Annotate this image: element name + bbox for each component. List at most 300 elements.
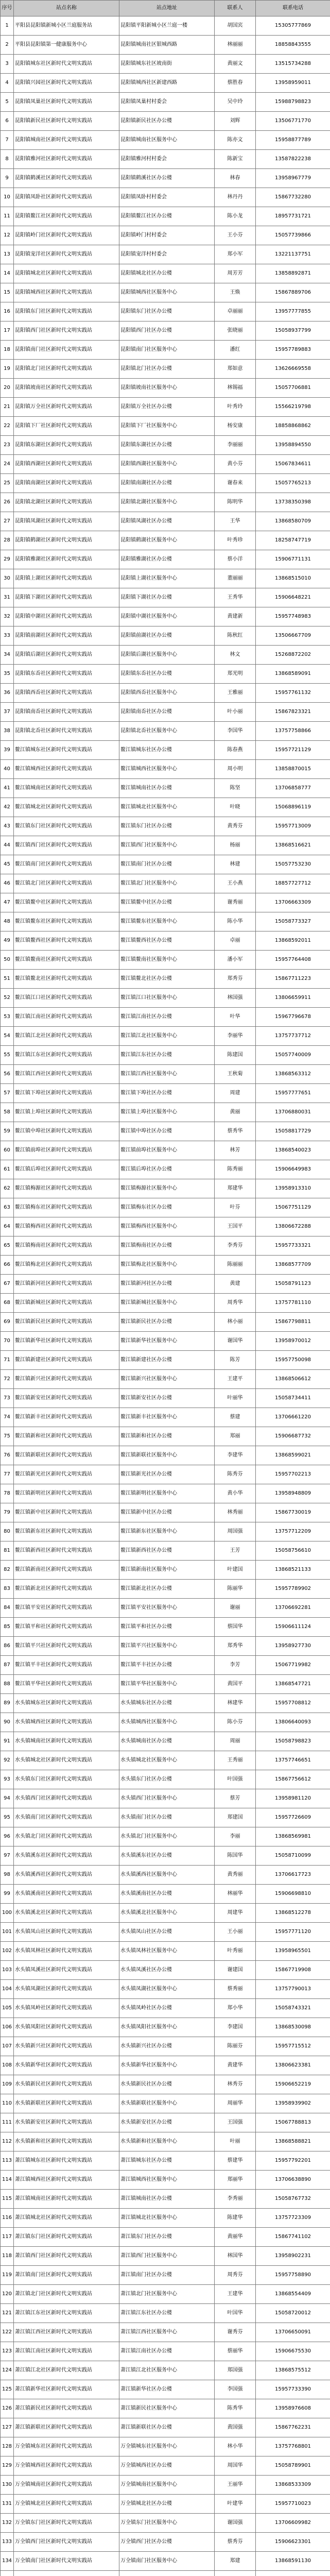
cell-site-address: 萧江镇江北社区服务中心 bbox=[119, 2361, 215, 2380]
cell-contact-phone: 13757723309 bbox=[256, 2209, 330, 2228]
cell-contact-phone: 15957733390 bbox=[256, 2380, 330, 2399]
cell-contact-person: 黄秀丽 bbox=[215, 1866, 256, 1885]
table-row bbox=[1, 436, 330, 455]
column-header-site-name: 站点名称 bbox=[14, 1, 119, 16]
cell-contact-person: 王秀丽 bbox=[215, 1751, 256, 1770]
cell-index: 92 bbox=[1, 1751, 14, 1770]
cell-contact-person: 陈芳 bbox=[215, 1351, 256, 1370]
cell-site-address: 水头镇凤岭社区办公楼 bbox=[119, 1999, 215, 2018]
table-row bbox=[1, 931, 330, 951]
cell-site-address: 鳌江镇梅南社区办公楼 bbox=[119, 1236, 215, 1256]
cell-site-name: 鳌江镇平兴社区新时代文明实践站 bbox=[14, 1637, 119, 1656]
cell-contact-person: 陈丽华 bbox=[215, 1580, 256, 1599]
cell-index: 60 bbox=[1, 1141, 14, 1160]
cell-contact-person: 王建平 bbox=[215, 1370, 256, 1389]
table-row bbox=[1, 1179, 330, 1198]
cell-index: 106 bbox=[1, 2018, 14, 2037]
cell-index: 107 bbox=[1, 2037, 14, 2056]
cell-site-name: 鳌江镇新南社区新时代文明实践站 bbox=[14, 1561, 119, 1580]
cell-site-address: 昆阳镇北门社区办公楼 bbox=[119, 360, 215, 379]
cell-contact-person: 陈建国 bbox=[215, 1046, 256, 1065]
cell-site-address: 水头镇溪东社区办公楼 bbox=[119, 1846, 215, 1866]
table-body bbox=[1, 16, 330, 2576]
cell-site-name: 昆阳镇南湖社区新时代文明实践站 bbox=[14, 474, 119, 493]
cell-site-address: 鳌江镇江南社区办公楼 bbox=[119, 1008, 215, 1027]
cell-contact-phone: 13506771770 bbox=[256, 112, 330, 131]
cell-site-address: 昆阳镇宠洋村村委会 bbox=[119, 245, 215, 264]
cell-index: 59 bbox=[1, 1122, 14, 1141]
cell-site-name: 昆阳镇凤卧社区新时代文明实践站 bbox=[14, 188, 119, 207]
cell-index: 131 bbox=[1, 2495, 14, 2514]
cell-index: 114 bbox=[1, 2171, 14, 2190]
cell-site-address: 昆阳镇上湖社区服务中心 bbox=[119, 569, 215, 588]
cell-index: 130 bbox=[1, 2476, 14, 2495]
cell-contact-phone: 15957726609 bbox=[256, 1808, 330, 1827]
cell-index: 121 bbox=[1, 2304, 14, 2323]
cell-contact-phone: 15957761132 bbox=[256, 684, 330, 703]
cell-index: 89 bbox=[1, 1694, 14, 1713]
table-row bbox=[1, 1141, 330, 1160]
cell-contact-phone: 13868589091 bbox=[256, 665, 330, 684]
cell-index: 41 bbox=[1, 779, 14, 798]
cell-index: 15 bbox=[1, 283, 14, 302]
cell-contact-phone: 13868554409 bbox=[256, 2285, 330, 2304]
table-row bbox=[1, 779, 330, 798]
cell-site-name: 鳌江镇梅北社区新时代文明实践站 bbox=[14, 1256, 119, 1275]
cell-site-address: 昆阳镇东门社区办公楼 bbox=[119, 302, 215, 321]
cell-contact-person: 潘小军 bbox=[215, 951, 256, 970]
cell-contact-person: 王建华 bbox=[215, 2285, 256, 2304]
cell-site-address: 鳌江镇江北社区服务中心 bbox=[119, 1027, 215, 1046]
table-row bbox=[1, 474, 330, 493]
cell-site-name: 昆阳镇凤巢社区新时代文明实践站 bbox=[14, 93, 119, 112]
cell-site-name: 鳌江镇江东社区新时代文明实践站 bbox=[14, 1046, 119, 1065]
cell-index: 46 bbox=[1, 874, 14, 893]
cell-index: 47 bbox=[1, 893, 14, 912]
cell-site-name: 万全镇城西社区新时代文明实践站 bbox=[14, 2456, 119, 2476]
table-row bbox=[1, 2285, 330, 2304]
cell-contact-person: 周国华 bbox=[215, 2456, 256, 2476]
cell-index: 83 bbox=[1, 1580, 14, 1599]
cell-index: 13 bbox=[1, 245, 14, 264]
cell-contact-phone: 15957702213 bbox=[256, 1465, 330, 1484]
cell-site-address: 鳌江镇下埠社区办公楼 bbox=[119, 1084, 215, 1103]
cell-contact-person: 林秀丽 bbox=[215, 1503, 256, 1522]
cell-index: 97 bbox=[1, 1846, 14, 1866]
table-row bbox=[1, 1503, 330, 1522]
cell-site-name: 水头镇城东社区新时代文明实践站 bbox=[14, 1694, 119, 1713]
cell-site-name: 鳌江镇新和社区新时代文明实践站 bbox=[14, 1427, 119, 1446]
cell-site-address: 昆阳镇南湖社区办公楼 bbox=[119, 474, 215, 493]
cell-site-address: 水头镇溪西社区服务中心 bbox=[119, 1866, 215, 1885]
table-row bbox=[1, 1999, 330, 2018]
cell-site-address: 水头镇凤林社区服务中心 bbox=[119, 1942, 215, 1961]
table-row bbox=[1, 245, 330, 264]
table-row bbox=[1, 1446, 330, 1465]
table-row bbox=[1, 2514, 330, 2533]
cell-site-address: 萧江镇城南社区办公楼 bbox=[119, 2190, 215, 2209]
table-row bbox=[1, 2533, 330, 2552]
cell-site-name: 昆阳镇西门社区新时代文明实践站 bbox=[14, 321, 119, 341]
cell-contact-phone: 15058767732 bbox=[256, 2190, 330, 2209]
cell-contact-phone: 15957764408 bbox=[256, 951, 330, 970]
cell-site-address: 水头镇城西社区服务中心 bbox=[119, 1713, 215, 1732]
cell-contact-person: 陈秋红 bbox=[215, 626, 256, 646]
cell-site-name: 鳌江镇西门社区新时代文明实践站 bbox=[14, 836, 119, 855]
cell-site-name: 昆阳镇城东社区新时代文明实践站 bbox=[14, 55, 119, 74]
table-row bbox=[1, 1046, 330, 1065]
table-row bbox=[1, 2323, 330, 2342]
table-row bbox=[1, 1160, 330, 1179]
cell-contact-phone: 15957748983 bbox=[256, 607, 330, 626]
table-row bbox=[1, 1389, 330, 1408]
cell-contact-phone: 15067751129 bbox=[256, 1198, 330, 1217]
cell-site-address: 鳌江镇鳌中社区办公楼 bbox=[119, 893, 215, 912]
cell-contact-person: 蔡小洋 bbox=[215, 550, 256, 569]
table-row bbox=[1, 1656, 330, 1675]
cell-contact-phone: 13706609982 bbox=[256, 2514, 330, 2533]
cell-contact-person: 谢秀丽 bbox=[215, 893, 256, 912]
cell-contact-phone: 15566219798 bbox=[256, 398, 330, 417]
cell-site-name: 鳌江镇梅西社区新时代文明实践站 bbox=[14, 1217, 119, 1236]
table-row bbox=[1, 1351, 330, 1370]
cell-contact-person: 林丹丹 bbox=[215, 188, 256, 207]
cell-index: 69 bbox=[1, 1313, 14, 1332]
table-row bbox=[1, 646, 330, 665]
table-row bbox=[1, 321, 330, 341]
cell-site-name: 平阳县昆阳镇第一健康服务中心 bbox=[14, 36, 119, 55]
cell-contact-person: 林建华 bbox=[215, 1694, 256, 1713]
cell-contact-phone: 15305777869 bbox=[256, 16, 330, 36]
cell-contact-phone: 13587822238 bbox=[256, 150, 330, 169]
cell-index: 126 bbox=[1, 2399, 14, 2418]
cell-contact-phone: 15906687732 bbox=[256, 1427, 330, 1446]
cell-contact-phone: 15057706881 bbox=[256, 379, 330, 398]
cell-contact-person: 陈秀芬 bbox=[215, 1465, 256, 1484]
cell-site-name: 鳌江镇平安社区新时代文明实践站 bbox=[14, 1599, 119, 1618]
cell-contact-person: 陈秀华 bbox=[215, 2399, 256, 2418]
cell-site-name: 萧江镇新民社区新时代文明实践站 bbox=[14, 2399, 119, 2418]
table-row bbox=[1, 1561, 330, 1580]
cell-site-address: 昆阳镇岭门村村委会 bbox=[119, 226, 215, 245]
cell-contact-person: 王秋菊 bbox=[215, 1065, 256, 1084]
cell-contact-person: 谢国华 bbox=[215, 1332, 256, 1351]
cell-site-name: 鳌江镇后埠社区新时代文明实践站 bbox=[14, 1160, 119, 1179]
cell-index: 103 bbox=[1, 1961, 14, 1980]
cell-site-address: 水头镇凤阳社区服务中心 bbox=[119, 2018, 215, 2037]
cell-contact-phone: 13858892871 bbox=[256, 264, 330, 283]
cell-contact-phone: 13958948809 bbox=[256, 1484, 330, 1503]
table-row bbox=[1, 874, 330, 893]
cell-site-name: 昆阳镇东岙社区新时代文明实践站 bbox=[14, 665, 119, 684]
cell-index: 58 bbox=[1, 1103, 14, 1122]
cell-index: 124 bbox=[1, 2361, 14, 2380]
cell-site-address: 鳌江镇平和社区办公楼 bbox=[119, 1618, 215, 1637]
cell-site-name: 鳌江镇梅南社区新时代文明实践站 bbox=[14, 1236, 119, 1256]
cell-site-name: 鳌江镇新安社区新时代文明实践站 bbox=[14, 1389, 119, 1408]
cell-index: 91 bbox=[1, 1732, 14, 1751]
cell-contact-phone: 15268872202 bbox=[256, 646, 330, 665]
cell-contact-phone: 13706617723 bbox=[256, 1866, 330, 1885]
cell-site-name: 昆阳镇城南社区新时代文明实践站 bbox=[14, 131, 119, 150]
cell-index: 36 bbox=[1, 684, 14, 703]
cell-site-address: 昆阳镇南门社区服务中心 bbox=[119, 341, 215, 360]
cell-contact-person: 叶小丽 bbox=[215, 703, 256, 722]
cell-index: 64 bbox=[1, 1217, 14, 1236]
cell-index: 112 bbox=[1, 2132, 14, 2151]
cell-index: 105 bbox=[1, 1999, 14, 2018]
table-row bbox=[1, 1827, 330, 1846]
cell-index: 99 bbox=[1, 1885, 14, 1904]
cell-index: 77 bbox=[1, 1465, 14, 1484]
cell-site-address: 萧江镇城西社区服务中心 bbox=[119, 2171, 215, 2190]
cell-contact-person: 陈秀丽 bbox=[215, 1160, 256, 1179]
cell-site-address: 水头镇新安社区办公楼 bbox=[119, 2113, 215, 2132]
cell-contact-person: 黄小华 bbox=[215, 1484, 256, 1503]
cell-contact-phone: 13958927730 bbox=[256, 1637, 330, 1656]
cell-contact-phone: 13868530098 bbox=[256, 2018, 330, 2037]
cell-contact-person: 张晓丽 bbox=[215, 321, 256, 341]
cell-site-name: 鳌江镇新光社区新时代文明实践站 bbox=[14, 1465, 119, 1484]
cell-contact-person: 陈国华 bbox=[215, 1846, 256, 1866]
cell-index: 26 bbox=[1, 493, 14, 512]
table-row bbox=[1, 836, 330, 855]
cell-contact-person: 李国强 bbox=[215, 2380, 256, 2399]
cell-contact-phone: 13868547721 bbox=[256, 1675, 330, 1694]
cell-site-name: 水头镇北门社区新时代文明实践站 bbox=[14, 1827, 119, 1846]
cell-site-address: 鳌江镇新建社区办公楼 bbox=[119, 1351, 215, 1370]
cell-index: 32 bbox=[1, 607, 14, 626]
cell-site-address: 昆阳镇凤湖社区办公楼 bbox=[119, 512, 215, 531]
cell-contact-phone: 13958976608 bbox=[256, 2399, 330, 2418]
cell-contact-phone: 15867889706 bbox=[256, 283, 330, 302]
cell-contact-phone: 13958967779 bbox=[256, 169, 330, 188]
cell-index: 66 bbox=[1, 1256, 14, 1275]
cell-site-name: 鳌江镇新建社区新时代文明实践站 bbox=[14, 1351, 119, 1370]
cell-site-address: 鳌江镇新明社区服务中心 bbox=[119, 1484, 215, 1503]
cell-site-address: 昆阳镇城南社区服务中心 bbox=[119, 131, 215, 150]
cell-contact-person: 蔡国华 bbox=[215, 1618, 256, 1637]
cell-contact-person: 吴中玲 bbox=[215, 93, 256, 112]
cell-site-address: 昆阳镇新民社区办公楼 bbox=[119, 112, 215, 131]
cell-site-address: 昆阳镇城西社区新建西路 bbox=[119, 74, 215, 93]
cell-site-address: 鳌江镇新东社区服务中心 bbox=[119, 1522, 215, 1541]
cell-index bbox=[1, 2571, 14, 2576]
table-row bbox=[1, 703, 330, 722]
cell-contact-person: 王小芬 bbox=[215, 226, 256, 245]
cell-site-address: 萧江镇西门社区服务中心 bbox=[119, 2247, 215, 2266]
cell-site-name: 鳌江镇东门社区新时代文明实践站 bbox=[14, 817, 119, 836]
cell-contact-person: 周建华 bbox=[215, 1904, 256, 1923]
cell-contact-person: 李丽华 bbox=[215, 1027, 256, 1046]
cell-contact-person: 王小燕 bbox=[215, 874, 256, 893]
cell-site-name: 萧江镇江北社区新时代文明实践站 bbox=[14, 2361, 119, 2380]
cell-index: 68 bbox=[1, 1294, 14, 1313]
cell-site-address: 昆阳镇鹤溪社区办公楼 bbox=[119, 169, 215, 188]
table-row bbox=[1, 1522, 330, 1541]
table-row bbox=[1, 493, 330, 512]
cell-site-address: 鳌江镇西门社区服务中心 bbox=[119, 836, 215, 855]
cell-contact-person: 李国华 bbox=[215, 722, 256, 741]
cell-site-address: 鳌江镇新和社区办公楼 bbox=[119, 1427, 215, 1446]
cell-site-address: 鳌江镇平丰社区办公楼 bbox=[119, 1656, 215, 1675]
cell-contact-phone: 13868575512 bbox=[256, 2361, 330, 2380]
cell-contact-person: 卓丽丽 bbox=[215, 302, 256, 321]
table-row bbox=[1, 1675, 330, 1694]
cell-site-address: 鳌江镇平华社区服务中心 bbox=[119, 1675, 215, 1694]
cell-index: 109 bbox=[1, 2075, 14, 2094]
cell-site-address: 萧江镇新华社区办公楼 bbox=[119, 2380, 215, 2399]
cell-site-address: 鳌江镇鳌东社区服务中心 bbox=[119, 912, 215, 931]
table-row bbox=[1, 1103, 330, 1122]
cell-contact-phone: 15067834611 bbox=[256, 455, 330, 474]
cell-index: 125 bbox=[1, 2380, 14, 2399]
cell-contact-person: 郑如意 bbox=[215, 360, 256, 379]
cell-contact-phone: 15058720012 bbox=[256, 2304, 330, 2323]
cell-site-address: 水头镇新华社区服务中心 bbox=[119, 2056, 215, 2075]
cell-contact-person: 周秀芬 bbox=[215, 2266, 256, 2285]
cell-site-name: 萧江镇江西社区新时代文明实践站 bbox=[14, 2323, 119, 2342]
cell-contact-person: 林芳 bbox=[215, 1141, 256, 1160]
cell-contact-person: 叶丽 bbox=[215, 2132, 256, 2151]
cell-contact-person: 林丽华 bbox=[215, 1885, 256, 1904]
cell-contact-phone: 13757768801 bbox=[256, 2437, 330, 2456]
table-row bbox=[1, 912, 330, 931]
cell-site-address: 昆阳镇下厂社区服务中心 bbox=[119, 417, 215, 436]
cell-contact-person: 杨丽 bbox=[215, 836, 256, 855]
cell-site-name: 万全镇西门社区新时代文明实践站 bbox=[14, 2533, 119, 2552]
cell-contact-phone: 15957792201 bbox=[256, 2151, 330, 2171]
cell-site-name: 昆阳镇北门社区新时代文明实践站 bbox=[14, 360, 119, 379]
cell-contact-phone: 15957708812 bbox=[256, 1694, 330, 1713]
table-row bbox=[1, 283, 330, 302]
cell-site-name: 昆阳镇后湖社区新时代文明实践站 bbox=[14, 646, 119, 665]
table-row bbox=[1, 607, 330, 626]
cell-contact-person: 谢国强 bbox=[215, 2514, 256, 2533]
table-row bbox=[1, 2342, 330, 2361]
cell-site-name: 万全镇城南社区新时代文明实践站 bbox=[14, 2476, 119, 2495]
cell-site-address: 昆阳镇城西社区服务中心 bbox=[119, 283, 215, 302]
cell-site-name: 鳌江镇梅东社区新时代文明实践站 bbox=[14, 1198, 119, 1217]
cell-contact-phone: 13958959011 bbox=[256, 74, 330, 93]
cell-site-address: 万全镇城东社区服务中心 bbox=[119, 2437, 215, 2456]
cell-index: 29 bbox=[1, 550, 14, 569]
cell-site-name: 萧江镇江南社区新时代文明实践站 bbox=[14, 2342, 119, 2361]
cell-site-address: 鳌江镇梅源社区服务中心 bbox=[119, 1179, 215, 1198]
cell-index: 34 bbox=[1, 646, 14, 665]
cell-site-address: 昆阳镇中湖社区服务中心 bbox=[119, 607, 215, 626]
cell-contact-person: 郑国强 bbox=[215, 2361, 256, 2380]
table-row bbox=[1, 112, 330, 131]
cell-site-address: 萧江镇城北社区服务中心 bbox=[119, 2209, 215, 2228]
cell-contact-phone: 15957733321 bbox=[256, 1236, 330, 1256]
cell-contact-person: 周小明 bbox=[215, 760, 256, 779]
cell-index: 50 bbox=[1, 951, 14, 970]
cell-site-address: 昆阳镇东岙社区办公楼 bbox=[119, 665, 215, 684]
cell-site-name: 水头镇新安社区新时代文明实践站 bbox=[14, 2113, 119, 2132]
cell-contact-person: 黄丽华 bbox=[215, 2228, 256, 2247]
cell-contact-phone: 15068896119 bbox=[256, 798, 330, 817]
cell-contact-person: 蔡建 bbox=[215, 1408, 256, 1427]
cell-site-name: 鳌江镇江口社区新时代文明实践站 bbox=[14, 989, 119, 1008]
cell-site-name: 昆阳镇东门社区新时代文明实践站 bbox=[14, 302, 119, 321]
cell-contact-phone: 15957750098 bbox=[256, 1351, 330, 1370]
cell-index: 82 bbox=[1, 1561, 14, 1580]
table-row bbox=[1, 2476, 330, 2495]
cell-site-name: 鳌江镇中埠社区新时代文明实践站 bbox=[14, 1122, 119, 1141]
cell-contact-phone: 13868563312 bbox=[256, 1065, 330, 1084]
cell-contact-phone: 13706650091 bbox=[256, 2323, 330, 2342]
cell-site-name: 水头镇溪西社区新时代文明实践站 bbox=[14, 1866, 119, 1885]
cell-site-address: 昆阳镇鹤湖社区服务中心 bbox=[119, 531, 215, 550]
table-row bbox=[1, 1484, 330, 1503]
cell-site-address: 萧江镇新联社区办公楼 bbox=[119, 2418, 215, 2437]
cell-contact-phone: 13958939902 bbox=[256, 2094, 330, 2113]
cell-contact-person: 林春 bbox=[215, 169, 256, 188]
cell-contact-person: 叶晓 bbox=[215, 798, 256, 817]
cell-index: 7 bbox=[1, 131, 14, 150]
cell-site-address: 水头镇溪北社区服务中心 bbox=[119, 1904, 215, 1923]
cell-contact-phone: 15058756610 bbox=[256, 1541, 330, 1561]
cell-site-name: 昆阳镇北岙社区新时代文明实践站 bbox=[14, 722, 119, 741]
cell-contact-person: 董丽丽 bbox=[215, 569, 256, 588]
cell-site-name: 昆阳镇宠洋社区新时代文明实践站 bbox=[14, 245, 119, 264]
cell-index: 81 bbox=[1, 1541, 14, 1561]
table-row bbox=[1, 188, 330, 207]
cell-contact-phone: 13958894550 bbox=[256, 436, 330, 455]
cell-index: 48 bbox=[1, 912, 14, 931]
cell-contact-person: 郑小华 bbox=[215, 1999, 256, 2018]
cell-site-name: 昆阳镇城北社区新时代文明实践站 bbox=[14, 264, 119, 283]
table-row bbox=[1, 1923, 330, 1942]
cell-contact-person: 李丽 bbox=[215, 1827, 256, 1846]
cell-contact-phone: 15058817729 bbox=[256, 1122, 330, 1141]
cell-contact-person: 黄建华 bbox=[215, 2056, 256, 2075]
cell-site-address bbox=[119, 2571, 215, 2576]
cell-site-name: 鳌江镇城南社区新时代文明实践站 bbox=[14, 779, 119, 798]
cell-index: 27 bbox=[1, 512, 14, 531]
table-row bbox=[1, 512, 330, 531]
cell-site-name: 水头镇凤湖社区新时代文明实践站 bbox=[14, 1980, 119, 1999]
cell-contact-phone: 15058734411 bbox=[256, 1389, 330, 1408]
table-row bbox=[1, 2380, 330, 2399]
cell-contact-person: 谢秀芬 bbox=[215, 2323, 256, 2342]
cell-site-address: 水头镇城南社区办公楼 bbox=[119, 1732, 215, 1751]
cell-contact-phone: 13757737712 bbox=[256, 1027, 330, 1046]
cell-index: 12 bbox=[1, 226, 14, 245]
cell-contact-person: 黄国强 bbox=[215, 2418, 256, 2437]
cell-contact-person bbox=[215, 2571, 256, 2576]
table-row bbox=[1, 2437, 330, 2456]
column-header-contact-phone: 联系电话 bbox=[256, 1, 330, 16]
table-row bbox=[1, 1866, 330, 1885]
cell-site-address: 鳌江镇鳌北社区办公楼 bbox=[119, 970, 215, 989]
cell-index: 8 bbox=[1, 150, 14, 169]
cell-index: 132 bbox=[1, 2514, 14, 2533]
cell-site-address: 鳌江镇新兴社区服务中心 bbox=[119, 1370, 215, 1389]
table-row bbox=[1, 1846, 330, 1866]
cell-contact-phone: 13738350398 bbox=[256, 493, 330, 512]
cell-index: 35 bbox=[1, 665, 14, 684]
cell-index: 67 bbox=[1, 1275, 14, 1294]
column-header-site-address: 站点地址 bbox=[119, 1, 215, 16]
cell-contact-phone: 18858843555 bbox=[256, 36, 330, 55]
cell-site-address: 鳌江镇平安社区服务中心 bbox=[119, 1599, 215, 1618]
cell-site-name: 鳌江镇新丰社区新时代文明实践站 bbox=[14, 1408, 119, 1427]
cell-site-name: 昆阳镇凤湖社区新时代文明实践站 bbox=[14, 512, 119, 531]
cell-contact-person: 叶丽华 bbox=[215, 1389, 256, 1408]
cell-contact-phone: 15957715512 bbox=[256, 2037, 330, 2056]
